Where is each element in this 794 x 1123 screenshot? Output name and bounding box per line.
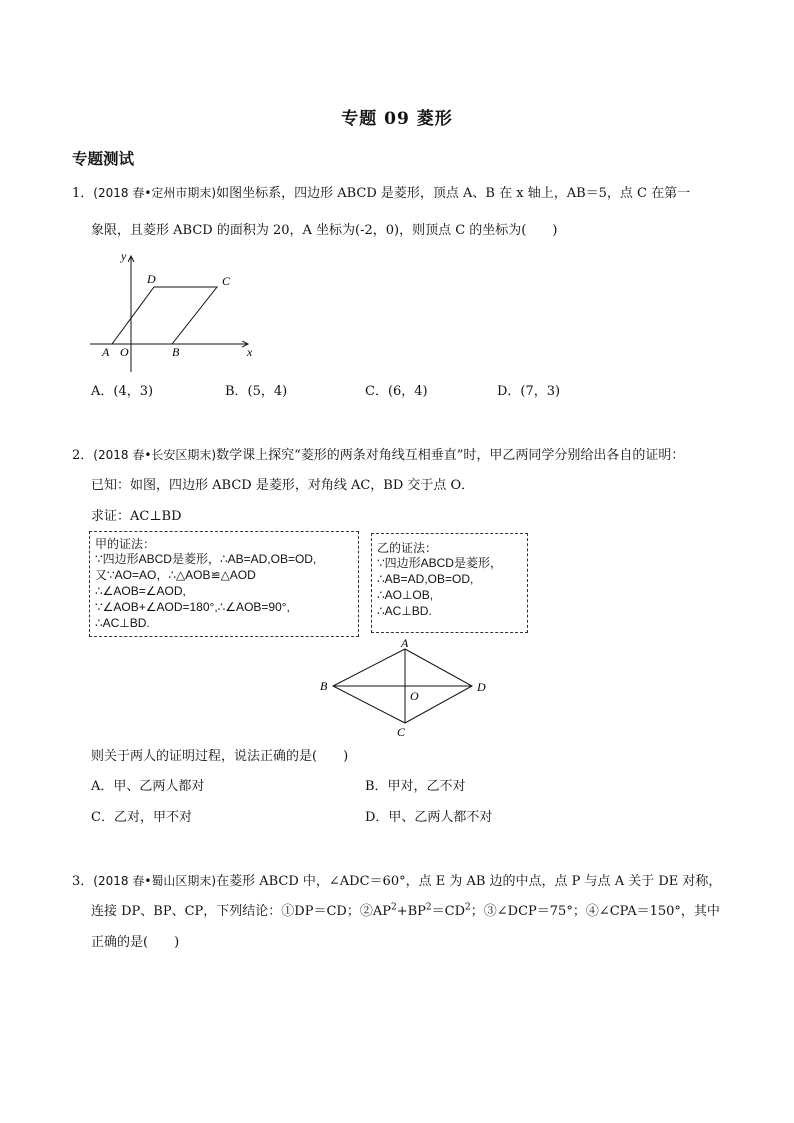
q1-label-b: B [172, 345, 180, 359]
q2-option-d: D．甲、乙两人都不对 [365, 810, 493, 825]
jia-line: ∵∠AOB+∠AOD=180°,∴∠AOB=90°, [95, 600, 290, 614]
yi-line: ∵四边形ABCD是菱形， [377, 556, 502, 570]
q3-line1 [72, 872, 721, 891]
q1-label-o: O [120, 345, 129, 359]
yi-line: ∴AC⊥BD. [377, 604, 432, 618]
q1-text-1: 如图坐标系，四边形 ABCD 是菱形，顶点 A、B 在 x 轴上，AB＝5，点 C 在第一 [216, 186, 691, 201]
q1-label-x: x [247, 345, 253, 359]
q3-source: (2018 春•蜀山区期末) [93, 874, 217, 888]
q2-label-c: C [397, 725, 406, 739]
q1-option-b: B．(5，4) [225, 384, 288, 399]
q2-label-b: B [320, 679, 328, 693]
q2-label-o: O [410, 689, 419, 703]
jia-line: 又∵AO=AO，∴△AOB≌△AOD [95, 568, 256, 582]
q3-line2 [91, 903, 720, 921]
q1-number: 1． [72, 186, 94, 201]
q3-sup-3: 2 [465, 902, 471, 913]
q1-option-c: C．(6，4) [365, 384, 428, 399]
q2-label-a: A [401, 636, 409, 650]
q2-text-1: 数学课上探究“菱形的两条对角线互相垂直”时，甲乙两同学分别给出各自的证明： [216, 448, 685, 463]
section-heading: 专题测试 [72, 149, 135, 168]
q2-line1 [72, 446, 684, 465]
q2-number: 2． [72, 448, 94, 463]
q1-rhombus-figure [88, 248, 263, 374]
jia-title: 甲的证法： [95, 537, 156, 551]
q3-sup-2: 2 [425, 902, 432, 913]
q1-source: (2018 春•定州市期末) [93, 186, 217, 200]
q2-source: (2018 春•长安区期末) [93, 448, 217, 462]
q3-text-1: 在菱形 ABCD 中，∠ADC＝60°，点 E 为 AB 边的中点，点 P 与点 A 关于 DE 对称， [216, 874, 722, 889]
yi-line: ∴AB=AD,OB=OD, [377, 572, 474, 586]
q1-label-a: A [102, 345, 110, 359]
q2-prove: 求证：AC⊥BD [91, 509, 182, 524]
q1-label-d: D [147, 272, 156, 286]
proof-box-jia [89, 531, 359, 637]
q3-sup-1: 2 [390, 902, 397, 913]
q3-number: 3． [72, 874, 94, 889]
proof-box-yi [371, 533, 528, 633]
yi-line: ∴AO⊥OB, [377, 588, 434, 602]
q1-line2: 象限，且菱形 ABCD 的面积为 20，A 坐标为(-2，0)，则顶点 C 的坐标为( ) [91, 223, 558, 238]
jia-line: ∴AC⊥BD. [95, 616, 150, 630]
q3-line3: 正确的是( ) [91, 935, 180, 950]
q3-text-2a: 连接 DP、BP、CP，下列结论：①DP＝CD；②AP [91, 904, 391, 919]
q2-option-c: C．乙对，甲不对 [91, 810, 192, 825]
q1-rhombus [112, 287, 217, 344]
q3-text-2b: +BP [396, 904, 426, 919]
q1-option-a: A．(4，3) [91, 384, 154, 399]
jia-line: ∴∠AOB=∠AOD, [95, 584, 186, 598]
yi-title: 乙的证法： [377, 541, 438, 555]
page-title: 专题 09 菱形 [341, 109, 453, 129]
q2-rhombus-figure [315, 635, 495, 739]
q2-given: 已知：如图，四边形 ABCD 是菱形，对角线 AC，BD 交于点 O． [91, 478, 475, 493]
q2-option-a: A．甲、乙两人都对 [91, 779, 205, 794]
q2-label-d: D [477, 680, 486, 694]
q1-line1 [72, 184, 690, 203]
q1-label-c: C [222, 274, 231, 288]
jia-line: ∵四边形ABCD是菱形，∴AB=AD,OB=OD, [95, 552, 317, 566]
q1-label-y: y [121, 249, 127, 263]
q2-option-b: B．甲对，乙不对 [365, 779, 466, 794]
q1-option-d: D．(7，3) [497, 384, 561, 399]
q2-question: 则关于两人的证明过程，说法正确的是( ) [91, 749, 349, 764]
q3-text-2d: ；③∠DCP＝75°；④∠CPA＝150°，其中 [470, 904, 720, 919]
q3-text-2c: ＝CD [431, 904, 466, 919]
